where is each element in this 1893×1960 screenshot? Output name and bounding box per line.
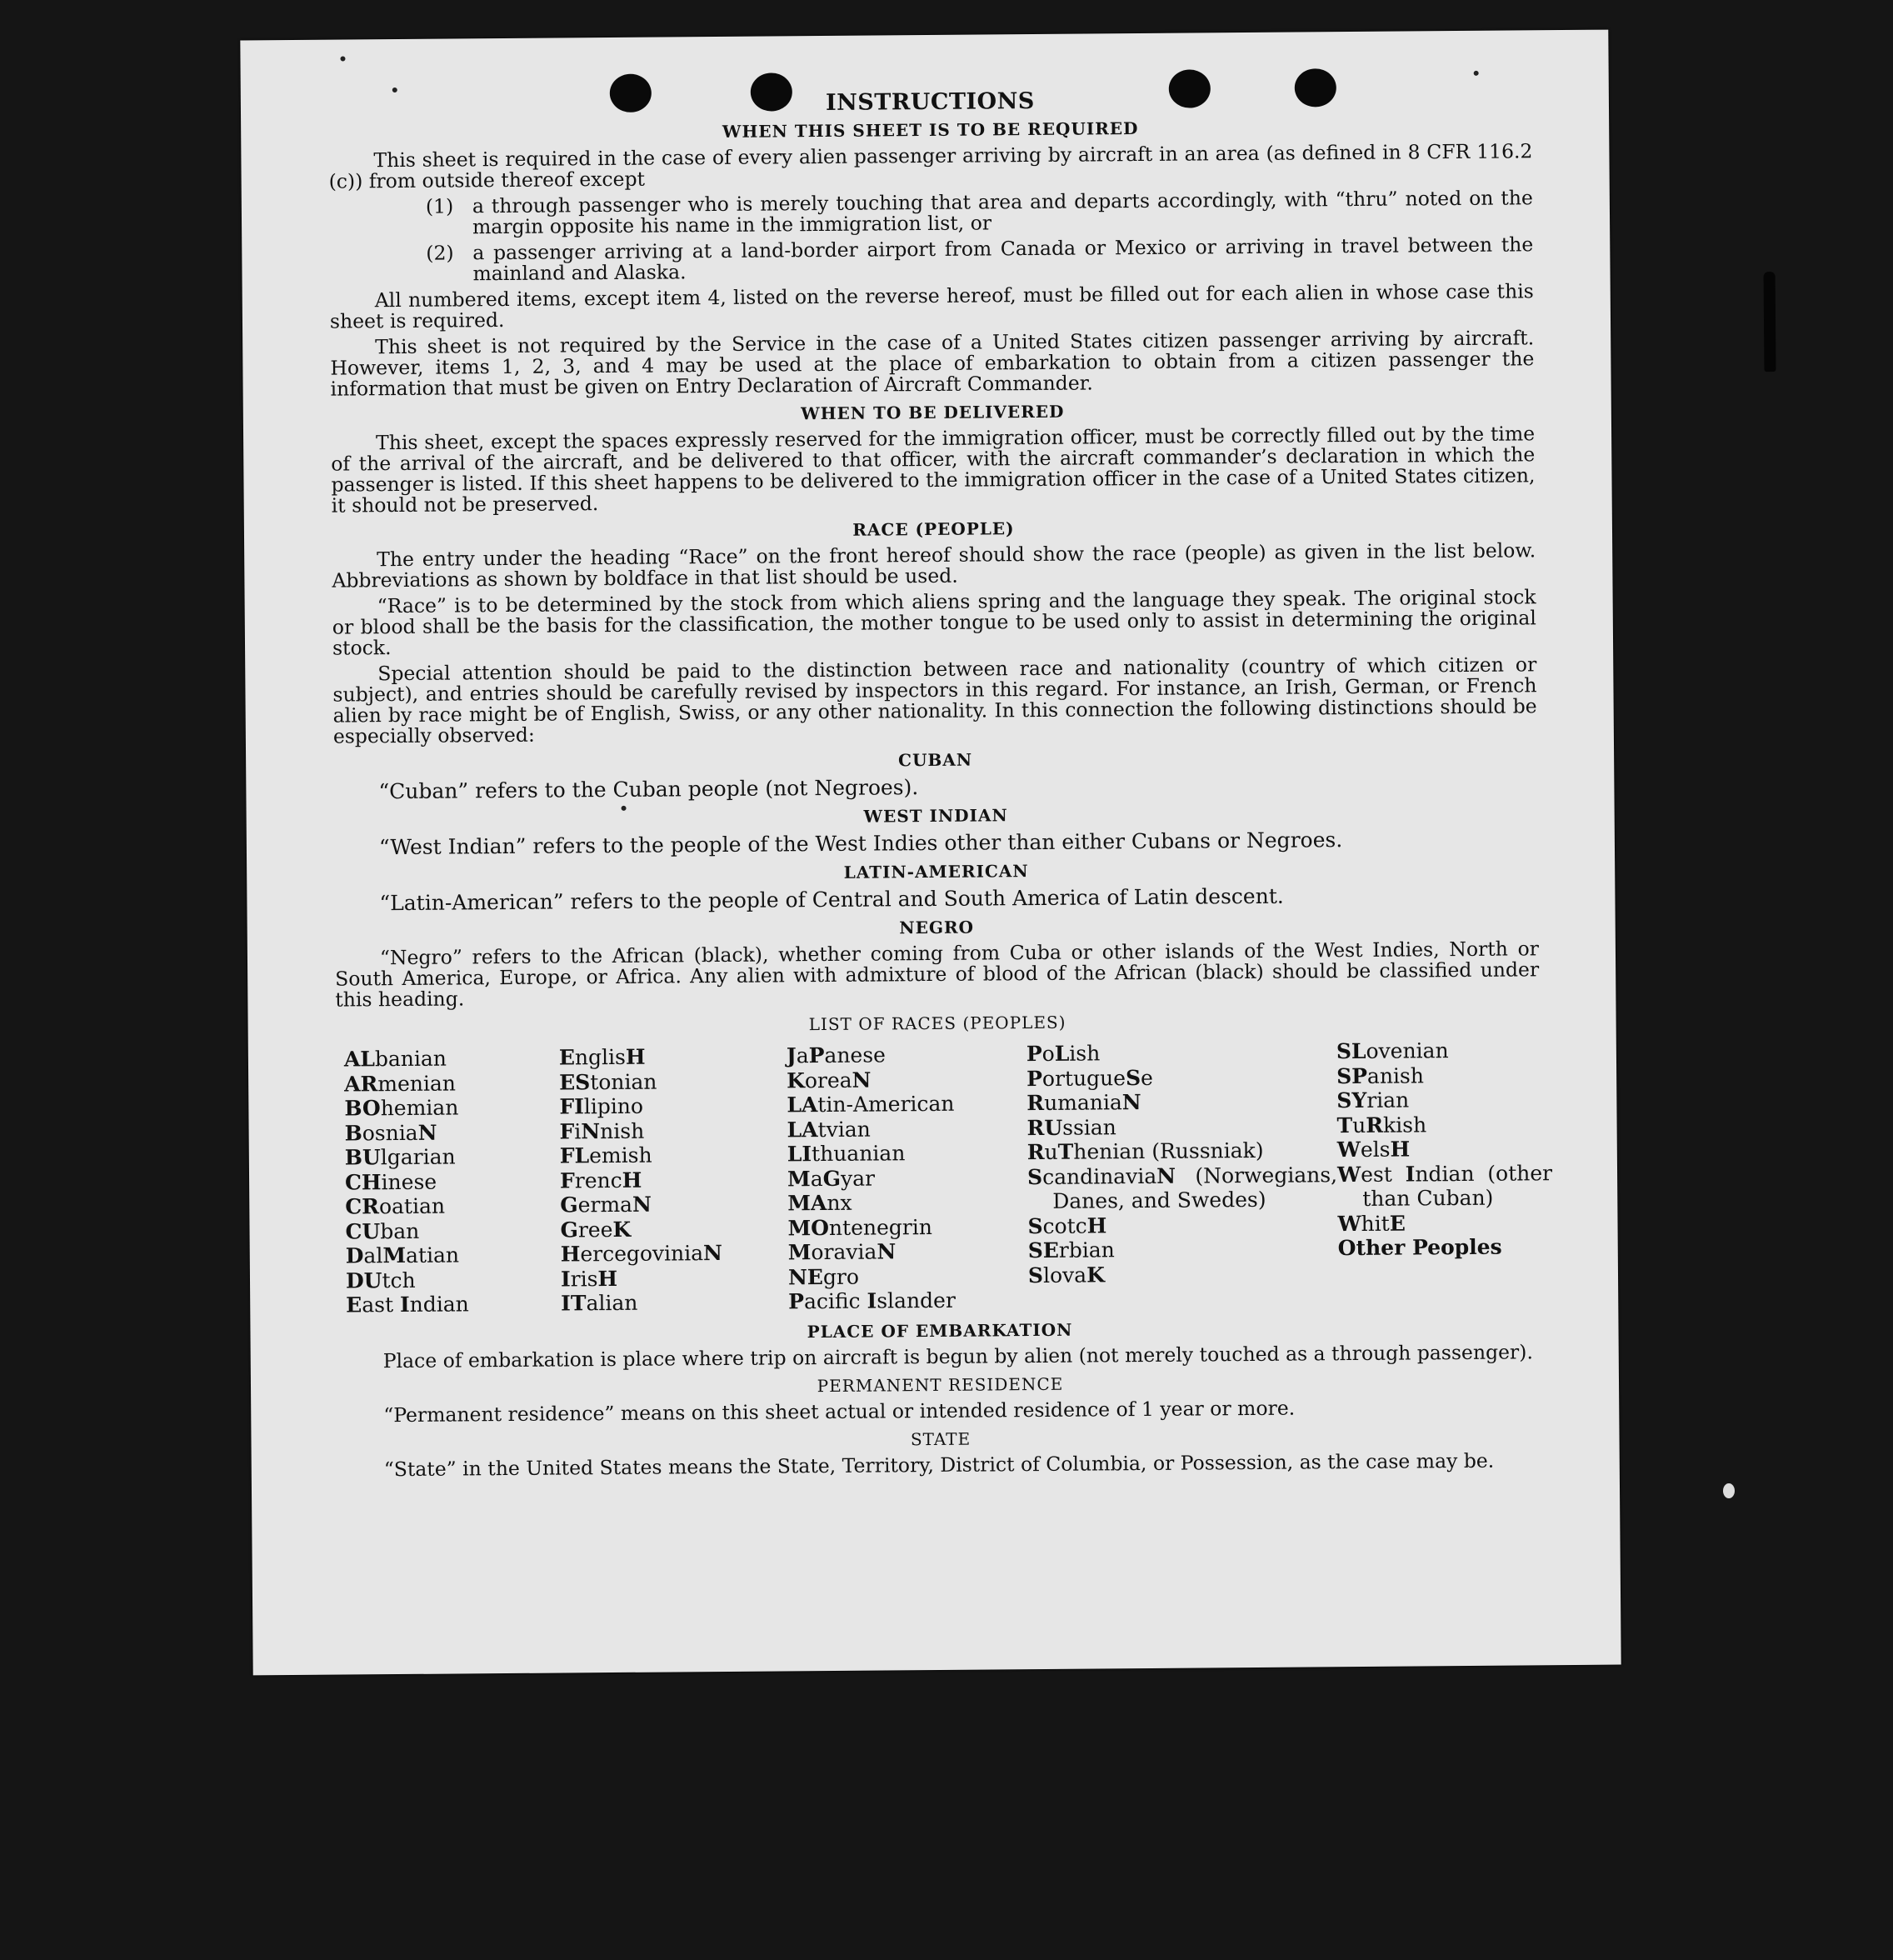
- paragraph-west-indian: “West Indian” refers to the people of the West Indies other than either Cubans or Negroes.: [378, 828, 1343, 860]
- race-entry: FrencH: [559, 1168, 642, 1193]
- paragraph-race-stock: “Race” is to be determined by the stock from which aliens spring and the language they speak. The original stock or blood shall be the basis for the classification, the mother tongue to be used only to assist in determining the original stock.: [332, 585, 1536, 660]
- section-heading-state: STATE: [910, 1428, 971, 1449]
- race-entry: FIlipino: [559, 1093, 644, 1119]
- race-column: [1026, 1039, 1339, 1312]
- race-entry: IrisH: [560, 1266, 618, 1292]
- race-entry: BOhemian: [344, 1095, 459, 1121]
- section-heading-residence: PERMANENT RESIDENCE: [817, 1373, 1064, 1396]
- ink-mark: [1764, 272, 1776, 372]
- race-entry: GreeK: [560, 1217, 632, 1242]
- race-list: [343, 1038, 1553, 1318]
- race-entry: ARmenian: [344, 1070, 457, 1097]
- race-column: [559, 1043, 789, 1316]
- race-entry: DUtch: [345, 1268, 416, 1293]
- race-entry: SPanish: [1336, 1062, 1425, 1088]
- race-entry: Other Peoples: [1337, 1234, 1502, 1261]
- race-entry: CRoatian: [345, 1193, 446, 1219]
- paragraph-delivered: This sheet, except the spaces expressly reserved for the immigration officer, must be correctly filled out by the time of the arrival of the aircraft, and be delivered to that officer, with the aircraft commander’s declaration in which the passenger is listed. If this sheet happens to be delivered to the immigration officer in the case of a United States citizen, it should not be preserved.: [331, 422, 1536, 518]
- race-entry: PortugueSe: [1026, 1065, 1153, 1091]
- exception-number: (1): [425, 194, 454, 218]
- race-entry: MoraviaN: [787, 1239, 897, 1265]
- paragraph-cuban: “Cuban” refers to the Cuban people (not Negroes).: [378, 775, 919, 804]
- exception-text: a passenger arriving at a land-border airport from Canada or Mexico or arriving in travel between the mainland and Alaska.: [472, 232, 1534, 286]
- race-entry: WelsH: [1336, 1137, 1411, 1162]
- race-entry: RuThenian (Russniak): [1026, 1138, 1264, 1165]
- paragraph-residence: “Permanent residence” means on this sheet actual or intended residence of 1 year or more.: [383, 1396, 1296, 1427]
- race-entry: GermaN: [560, 1192, 652, 1218]
- race-column: [1336, 1038, 1554, 1310]
- race-entry: FiNnish: [559, 1118, 645, 1144]
- paragraph-latin-american: “Latin-American” refers to the people of Central and South America of Latin descent.: [379, 883, 1284, 916]
- race-entry: RUssian: [1026, 1114, 1116, 1140]
- exception-number: (2): [426, 241, 454, 265]
- race-entry: SLovenian: [1336, 1038, 1449, 1064]
- instructions-content: [327, 30, 1553, 1485]
- race-entry: TuRkish: [1336, 1112, 1427, 1138]
- race-entry: WhitE: [1337, 1211, 1406, 1236]
- paragraph-numbered-items: All numbered items, except item 4, listed on the reverse hereof, must be filled out for each alien in whose case this sheet is required.: [329, 279, 1534, 333]
- race-entry: KoreaN: [787, 1068, 872, 1092]
- exception-text: a through passenger who is merely touching that area and departs accordingly, with “thru” noted on the margin opposite his name in the immigration list, or: [472, 186, 1533, 239]
- section-heading-when-required: WHEN THIS SHEET IS TO BE REQUIRED: [722, 118, 1139, 142]
- race-entry: FLemish: [559, 1142, 652, 1168]
- paragraph-required-intro: This sheet is required in the case of every alien passenger arriving by aircraft in an area (as defined in 8 CFR 116.2 (c)) from outside thereof except: [328, 139, 1533, 193]
- race-entry: MOntenegrin: [787, 1214, 932, 1240]
- speck: [1723, 1483, 1735, 1498]
- race-entry: JaPanese: [786, 1042, 887, 1068]
- race-entry: PoLish: [1026, 1041, 1101, 1067]
- page-title: INSTRUCTIONS: [825, 88, 1035, 116]
- race-entry: BosniaN: [344, 1120, 437, 1146]
- race-entry: RumaniaN: [1026, 1090, 1141, 1116]
- race-entry: Pacific Islander: [788, 1288, 956, 1314]
- race-entry: ScotcH: [1027, 1212, 1107, 1238]
- race-entry: EStonian: [559, 1069, 657, 1095]
- race-entry: ALbanian: [343, 1046, 447, 1072]
- race-entry: HercegoviniaN: [560, 1240, 723, 1267]
- exception-item: [426, 234, 1533, 284]
- race-entry: LAtvian: [787, 1117, 871, 1142]
- section-heading-race: RACE (PEOPLE): [852, 518, 1015, 540]
- section-heading-embarkation: PLACE OF EMBARKATION: [807, 1319, 1073, 1342]
- race-entry: ITalian: [561, 1290, 638, 1316]
- race-entry: LAtin-American: [787, 1091, 955, 1118]
- race-entry: DalMatian: [345, 1242, 460, 1268]
- section-heading-latin-american: LATIN-AMERICAN: [843, 861, 1029, 882]
- race-entry: SErbian: [1027, 1238, 1115, 1263]
- exception-item: [426, 188, 1533, 238]
- race-column: [787, 1042, 1029, 1314]
- race-entry: LIthuanian: [787, 1141, 906, 1167]
- race-entry: East Indian: [346, 1292, 469, 1318]
- race-entry: CUban: [345, 1218, 420, 1244]
- section-heading-when-delivered: WHEN TO BE DELIVERED: [801, 401, 1065, 424]
- race-entry: BUlgarian: [344, 1144, 456, 1170]
- race-entry: West Indian (other than Cuban): [1336, 1160, 1553, 1211]
- race-entry: MAnx: [787, 1190, 852, 1216]
- paragraph-race-nationality: Special attention should be paid to the distinction between race and nationality (country of which citizen or subject), and entries should be carefully revised by inspectors in this regard. For instance, an Irish, German, or French alien by race might be of English, Swiss, or any other nationality. In this connection the following distinctions should be especially observed:: [332, 652, 1537, 748]
- race-entry: EnglisH: [558, 1044, 646, 1070]
- paragraph-state: “State” in the United States means the State, Territory, District of Columbia, or Possession, as the case may be.: [383, 1448, 1495, 1481]
- section-heading-cuban: CUBAN: [898, 749, 973, 771]
- race-entry: ScandinaviaN (Norwegians, Danes, and Swedes): [1026, 1162, 1338, 1213]
- race-entry: NEgro: [787, 1264, 860, 1289]
- section-heading-west-indian: WEST INDIAN: [863, 805, 1008, 827]
- paragraph-embarkation: Place of embarkation is place where trip on aircraft is begun by alien (not merely touched as a through passenger).: [382, 1339, 1533, 1372]
- race-entry: MaGyar: [787, 1166, 876, 1191]
- race-entry: CHinese: [344, 1169, 437, 1195]
- section-heading-negro: NEGRO: [899, 917, 975, 938]
- section-heading-list-of-races: LIST OF RACES (PEOPLES): [808, 1012, 1066, 1035]
- paragraph-negro: “Negro” refers to the African (black), whether coming from Cuba or other islands of the West Indies, North or South America, Europe, or Africa. Any alien with admixture of blood of the African (black) should be classified under this heading.: [335, 937, 1540, 1012]
- paragraph-race-entry: The entry under the heading “Race” on the front hereof should show the race (people) as given in the list below. Abbreviations as shown by boldface in that list should be used.: [332, 538, 1536, 592]
- race-column: [344, 1046, 562, 1318]
- race-entry: SYrian: [1336, 1088, 1410, 1113]
- paragraph-citizen: This sheet is not required by the Service in the case of a United States citizen passenger arriving by aircraft. However, items 1, 2, 3, and 4 may be used at the place of embarkation to obtain from a citizen passenger the information that must be given on Entry Declaration of Aircraft Commander.: [330, 326, 1535, 401]
- race-entry: SlovaK: [1027, 1262, 1105, 1288]
- document-page: [240, 30, 1621, 1676]
